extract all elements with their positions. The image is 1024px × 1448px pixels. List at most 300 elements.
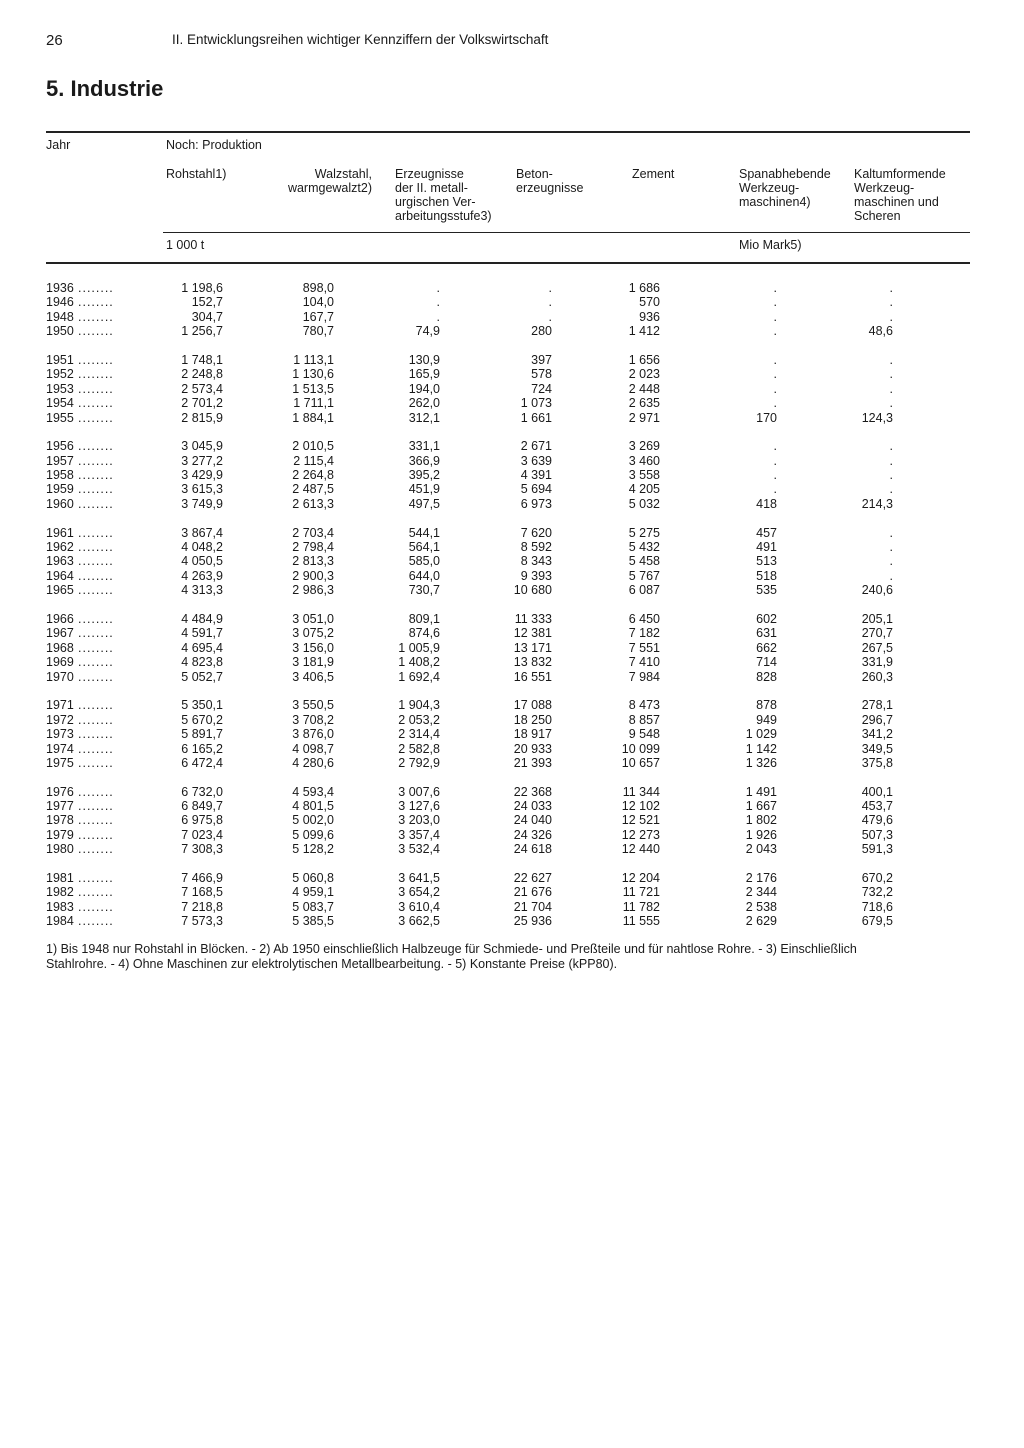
value-cell: . bbox=[773, 281, 777, 295]
value-cell: 4 593,4 bbox=[292, 784, 334, 799]
value-cell: 3 007,6 bbox=[398, 784, 440, 799]
year-cell: 1970 bbox=[46, 669, 74, 684]
value-cell: 280 bbox=[531, 324, 552, 339]
value-cell: . bbox=[889, 453, 893, 468]
value-cell: 270,7 bbox=[861, 626, 893, 641]
value-cell: 7 168,5 bbox=[181, 885, 223, 900]
year-cell: 1955 bbox=[46, 410, 74, 425]
value-cell: . bbox=[889, 352, 893, 367]
value-cell: 949 bbox=[756, 712, 777, 727]
value-cell: 3 662,5 bbox=[398, 914, 440, 929]
value-cell: 18 917 bbox=[513, 727, 552, 742]
value-cell: 518 bbox=[756, 568, 777, 583]
value-cell: 1 667 bbox=[745, 799, 777, 814]
value-cell: . bbox=[889, 295, 893, 310]
value-cell: 1 513,5 bbox=[292, 381, 334, 396]
value-cell: 570 bbox=[639, 295, 660, 310]
section-title: 5. Industrie bbox=[46, 76, 164, 101]
value-cell: 8 592 bbox=[520, 540, 552, 555]
year-cell: 1946 bbox=[46, 295, 74, 310]
table-row bbox=[0, 367, 1024, 381]
leader-dots: ........ bbox=[78, 496, 114, 511]
value-cell: 479,6 bbox=[861, 813, 893, 828]
table-row bbox=[0, 396, 1024, 410]
value-cell: . bbox=[773, 295, 777, 310]
value-cell: 240,6 bbox=[861, 583, 893, 598]
value-cell: 341,2 bbox=[861, 727, 893, 742]
leader-dots: ........ bbox=[78, 914, 114, 929]
value-cell: 5 350,1 bbox=[181, 698, 223, 713]
value-cell: 1 904,3 bbox=[398, 698, 440, 713]
table-row bbox=[0, 626, 1024, 640]
value-cell: 7 620 bbox=[520, 525, 552, 540]
value-cell: 5 767 bbox=[628, 568, 660, 583]
value-cell: . bbox=[773, 324, 777, 339]
table-row bbox=[0, 698, 1024, 712]
value-cell: . bbox=[889, 381, 893, 396]
table-row bbox=[0, 382, 1024, 396]
value-cell: 491 bbox=[756, 540, 777, 555]
footnotes bbox=[46, 942, 976, 972]
leader-dots: ........ bbox=[78, 640, 114, 655]
table-row bbox=[0, 742, 1024, 756]
year-cell: 1962 bbox=[46, 540, 74, 555]
table-row-group bbox=[0, 281, 1024, 339]
table-row bbox=[0, 670, 1024, 684]
leader-dots: ........ bbox=[78, 583, 114, 598]
year-cell: 1983 bbox=[46, 899, 74, 914]
value-cell: 730,7 bbox=[408, 583, 440, 598]
year-cell: 1957 bbox=[46, 453, 74, 468]
value-cell: 296,7 bbox=[861, 712, 893, 727]
table-row-group bbox=[0, 785, 1024, 857]
table-row bbox=[0, 281, 1024, 295]
table-row bbox=[0, 828, 1024, 842]
value-cell: . bbox=[773, 482, 777, 497]
value-cell: 1 005,9 bbox=[398, 640, 440, 655]
table-row bbox=[0, 497, 1024, 511]
value-cell: 16 551 bbox=[513, 669, 552, 684]
value-cell: 3 749,9 bbox=[181, 496, 223, 511]
value-cell: 167,7 bbox=[302, 309, 334, 324]
leader-dots: ........ bbox=[78, 381, 114, 396]
table-row bbox=[0, 842, 1024, 856]
leader-dots: ........ bbox=[78, 899, 114, 914]
value-cell: 936 bbox=[639, 309, 660, 324]
value-cell: 130,9 bbox=[408, 352, 440, 367]
leader-dots: ........ bbox=[78, 295, 114, 310]
value-cell: 104,0 bbox=[302, 295, 334, 310]
value-cell: 25 936 bbox=[513, 914, 552, 929]
value-cell: 809,1 bbox=[408, 611, 440, 626]
value-cell: 331,9 bbox=[861, 655, 893, 670]
leader-dots: ........ bbox=[78, 568, 114, 583]
value-cell: 2 613,3 bbox=[292, 496, 334, 511]
value-cell: 11 721 bbox=[622, 885, 660, 900]
value-cell: 4 098,7 bbox=[292, 741, 334, 756]
value-cell: 662 bbox=[756, 640, 777, 655]
value-cell: 1 661 bbox=[520, 410, 552, 425]
value-cell: 2 344 bbox=[745, 885, 777, 900]
leader-dots: ........ bbox=[78, 482, 114, 497]
table-row bbox=[0, 914, 1024, 928]
value-cell: 8 343 bbox=[520, 554, 552, 569]
value-cell: . bbox=[889, 540, 893, 555]
leader-dots: ........ bbox=[78, 453, 114, 468]
value-cell: 2 573,4 bbox=[181, 381, 223, 396]
leader-dots: ........ bbox=[78, 885, 114, 900]
value-cell: 2 582,8 bbox=[398, 741, 440, 756]
value-cell: 3 654,2 bbox=[398, 885, 440, 900]
value-cell: 400,1 bbox=[861, 784, 893, 799]
value-cell: 6 973 bbox=[520, 496, 552, 511]
value-cell: 9 393 bbox=[520, 568, 552, 583]
value-cell: 5 099,6 bbox=[292, 827, 334, 842]
column-header-spanabhebende: Spanabhebende Werkzeug- maschinen4) bbox=[739, 167, 831, 209]
value-cell: 5 694 bbox=[520, 482, 552, 497]
value-cell: 5 052,7 bbox=[181, 669, 223, 684]
value-cell: 17 088 bbox=[513, 698, 552, 713]
value-cell: . bbox=[889, 525, 893, 540]
value-cell: 2 448 bbox=[628, 381, 660, 396]
value-cell: 591,3 bbox=[861, 842, 893, 857]
year-cell: 1951 bbox=[46, 352, 74, 367]
leader-dots: ........ bbox=[78, 784, 114, 799]
value-cell: 513 bbox=[756, 554, 777, 569]
column-header-rohstahl: Rohstahl1) bbox=[166, 167, 227, 181]
value-cell: 5 432 bbox=[628, 540, 660, 555]
value-cell: 1 113,1 bbox=[293, 352, 334, 367]
value-cell: . bbox=[773, 396, 777, 411]
value-cell: 278,1 bbox=[861, 698, 893, 713]
value-cell: 5 083,7 bbox=[292, 899, 334, 914]
leader-dots: ........ bbox=[78, 554, 114, 569]
value-cell: 3 532,4 bbox=[398, 842, 440, 857]
table-row bbox=[0, 727, 1024, 741]
year-cell: 1961 bbox=[46, 525, 74, 540]
leader-dots: ........ bbox=[78, 727, 114, 742]
year-cell: 1984 bbox=[46, 914, 74, 929]
value-cell: 5 060,8 bbox=[292, 871, 334, 886]
value-cell: 11 555 bbox=[622, 914, 660, 929]
value-cell: 2 314,4 bbox=[398, 727, 440, 742]
value-cell: 267,5 bbox=[861, 640, 893, 655]
value-cell: 2 629 bbox=[745, 914, 777, 929]
value-cell: 24 033 bbox=[513, 799, 552, 814]
leader-dots: ........ bbox=[78, 669, 114, 684]
column-header-zement: Zement bbox=[632, 167, 675, 181]
year-cell: 1977 bbox=[46, 799, 74, 814]
value-cell: 6 849,7 bbox=[181, 799, 223, 814]
value-cell: 1 142 bbox=[745, 741, 777, 756]
value-cell: 124,3 bbox=[861, 410, 893, 425]
leader-dots: ........ bbox=[78, 611, 114, 626]
value-cell: 7 573,3 bbox=[181, 914, 223, 929]
value-cell: 2 043 bbox=[745, 842, 777, 857]
value-cell: 714 bbox=[756, 655, 777, 670]
year-cell: 1964 bbox=[46, 568, 74, 583]
value-cell: . bbox=[889, 367, 893, 382]
value-cell: 718,6 bbox=[861, 899, 893, 914]
value-cell: 12 204 bbox=[621, 871, 660, 886]
data-table-body bbox=[0, 281, 1024, 943]
group-header: Noch: Produktion bbox=[166, 138, 262, 152]
value-cell: 3 429,9 bbox=[181, 468, 223, 483]
leader-dots: ........ bbox=[78, 309, 114, 324]
value-cell: 780,7 bbox=[302, 324, 334, 339]
value-cell: 497,5 bbox=[408, 496, 440, 511]
year-cell: 1976 bbox=[46, 784, 74, 799]
value-cell: . bbox=[773, 309, 777, 324]
table-row bbox=[0, 353, 1024, 367]
value-cell: 2 010,5 bbox=[292, 439, 334, 454]
table-row bbox=[0, 756, 1024, 770]
table-row bbox=[0, 655, 1024, 669]
value-cell: 11 333 bbox=[514, 611, 552, 626]
value-cell: 262,0 bbox=[408, 396, 440, 411]
year-cell: 1979 bbox=[46, 827, 74, 842]
value-cell: 4 263,9 bbox=[181, 568, 223, 583]
leader-dots: ........ bbox=[78, 525, 114, 540]
value-cell: 5 128,2 bbox=[292, 842, 334, 857]
value-cell: 1 686 bbox=[628, 281, 660, 295]
value-cell: 397 bbox=[531, 352, 552, 367]
value-cell: 878 bbox=[756, 698, 777, 713]
column-header-betonerzeugnisse: Beton- erzeugnisse bbox=[516, 167, 584, 195]
value-cell: 12 381 bbox=[513, 626, 552, 641]
leader-dots: ........ bbox=[78, 655, 114, 670]
table-row-group bbox=[0, 439, 1024, 511]
value-cell: 3 357,4 bbox=[398, 827, 440, 842]
leader-dots: ........ bbox=[78, 741, 114, 756]
value-cell: 2 815,9 bbox=[181, 410, 223, 425]
value-cell: 7 218,8 bbox=[181, 899, 223, 914]
value-cell: 13 171 bbox=[513, 640, 552, 655]
year-cell: 1974 bbox=[46, 741, 74, 756]
leader-dots: ........ bbox=[78, 755, 114, 770]
leader-dots: ........ bbox=[78, 871, 114, 886]
value-cell: 1 326 bbox=[745, 755, 777, 770]
value-cell: 4 205 bbox=[628, 482, 660, 497]
leader-dots: ........ bbox=[78, 540, 114, 555]
value-cell: 4 823,8 bbox=[181, 655, 223, 670]
value-cell: 3 639 bbox=[520, 453, 552, 468]
value-cell: 4 695,4 bbox=[181, 640, 223, 655]
running-title: II. Entwicklungsreihen wichtiger Kennziffern der Volkswirtschaft bbox=[172, 32, 549, 47]
value-cell: . bbox=[889, 468, 893, 483]
year-cell: 1948 bbox=[46, 309, 74, 324]
value-cell: 670,2 bbox=[861, 871, 893, 886]
year-cell: 1975 bbox=[46, 755, 74, 770]
column-header-walzstahl: Walzstahl, warmgewalzt2) bbox=[287, 167, 372, 195]
value-cell: 828 bbox=[756, 669, 777, 684]
value-cell: 1 198,6 bbox=[181, 281, 223, 295]
unit-label-1000t: 1 000 t bbox=[166, 238, 205, 252]
value-cell: 2 798,4 bbox=[292, 540, 334, 555]
value-cell: 451,9 bbox=[408, 482, 440, 497]
table-row bbox=[0, 411, 1024, 425]
value-cell: 578 bbox=[531, 367, 552, 382]
leader-dots: ........ bbox=[78, 626, 114, 641]
table-row bbox=[0, 871, 1024, 885]
value-cell: 453,7 bbox=[861, 799, 893, 814]
value-cell: 260,3 bbox=[861, 669, 893, 684]
table-row-group bbox=[0, 612, 1024, 684]
page-number: 26 bbox=[46, 32, 63, 49]
value-cell: 1 692,4 bbox=[398, 669, 440, 684]
value-cell: 11 782 bbox=[622, 899, 660, 914]
value-cell: . bbox=[889, 554, 893, 569]
table-row-group bbox=[0, 353, 1024, 425]
value-cell: . bbox=[889, 281, 893, 295]
value-cell: 6 975,8 bbox=[181, 813, 223, 828]
value-cell: 7 023,4 bbox=[181, 827, 223, 842]
value-cell: . bbox=[436, 281, 440, 295]
value-cell: 2 813,3 bbox=[292, 554, 334, 569]
unit-label-mio-mark: Mio Mark5) bbox=[739, 238, 802, 252]
table-row bbox=[0, 526, 1024, 540]
table-row bbox=[0, 540, 1024, 554]
value-cell: 6 732,0 bbox=[181, 784, 223, 799]
year-cell: 1980 bbox=[46, 842, 74, 857]
value-cell: 2 053,2 bbox=[398, 712, 440, 727]
value-cell: 13 832 bbox=[513, 655, 552, 670]
value-cell: 457 bbox=[756, 525, 777, 540]
value-cell: 10 680 bbox=[513, 583, 552, 598]
value-cell: . bbox=[773, 381, 777, 396]
value-cell: 1 029 bbox=[745, 727, 777, 742]
value-cell: . bbox=[548, 309, 552, 324]
value-cell: 21 393 bbox=[513, 755, 552, 770]
year-cell: 1963 bbox=[46, 554, 74, 569]
table-row bbox=[0, 713, 1024, 727]
year-cell: 1972 bbox=[46, 712, 74, 727]
table-row-group bbox=[0, 871, 1024, 929]
value-cell: 12 102 bbox=[621, 799, 660, 814]
year-cell: 1969 bbox=[46, 655, 74, 670]
value-cell: 7 551 bbox=[628, 640, 660, 655]
value-cell: 4 048,2 bbox=[181, 540, 223, 555]
value-cell: 644,0 bbox=[408, 568, 440, 583]
leader-dots: ........ bbox=[78, 281, 114, 295]
value-cell: 214,3 bbox=[861, 496, 893, 511]
value-cell: 3 558 bbox=[628, 468, 660, 483]
value-cell: 3 867,4 bbox=[181, 525, 223, 540]
value-cell: 2 023 bbox=[628, 367, 660, 382]
value-cell: 375,8 bbox=[861, 755, 893, 770]
value-cell: 8 473 bbox=[628, 698, 660, 713]
value-cell: 2 986,3 bbox=[292, 583, 334, 598]
value-cell: 3 045,9 bbox=[181, 439, 223, 454]
value-cell: 3 876,0 bbox=[292, 727, 334, 742]
value-cell: 3 075,2 bbox=[292, 626, 334, 641]
year-cell: 1966 bbox=[46, 611, 74, 626]
value-cell: 679,5 bbox=[861, 914, 893, 929]
year-cell: 1953 bbox=[46, 381, 74, 396]
leader-dots: ........ bbox=[78, 410, 114, 425]
value-cell: . bbox=[773, 352, 777, 367]
value-cell: 3 615,3 bbox=[181, 482, 223, 497]
leader-dots: ........ bbox=[78, 813, 114, 828]
value-cell: 5 032 bbox=[628, 496, 660, 511]
table-row bbox=[0, 569, 1024, 583]
year-cell: 1952 bbox=[46, 367, 74, 382]
value-cell: 3 460 bbox=[628, 453, 660, 468]
value-cell: 6 472,4 bbox=[181, 755, 223, 770]
table-row-group bbox=[0, 698, 1024, 770]
year-cell: 1960 bbox=[46, 496, 74, 511]
table-row bbox=[0, 554, 1024, 568]
value-cell: 724 bbox=[531, 381, 552, 396]
value-cell: 395,2 bbox=[408, 468, 440, 483]
value-cell: 2 792,9 bbox=[398, 755, 440, 770]
leader-dots: ........ bbox=[78, 439, 114, 454]
value-cell: 74,9 bbox=[415, 324, 440, 339]
year-cell: 1956 bbox=[46, 439, 74, 454]
table-row bbox=[0, 641, 1024, 655]
value-cell: 22 627 bbox=[513, 871, 552, 886]
value-cell: 331,1 bbox=[408, 439, 440, 454]
value-cell: 9 548 bbox=[628, 727, 660, 742]
table-unit-rule bbox=[163, 232, 970, 233]
value-cell: 2 671 bbox=[520, 439, 552, 454]
value-cell: 4 591,7 bbox=[181, 626, 223, 641]
leader-dots: ........ bbox=[78, 396, 114, 411]
value-cell: 4 313,3 bbox=[181, 583, 223, 598]
leader-dots: ........ bbox=[78, 827, 114, 842]
column-header-erzeugnisse: Erzeugnisse der II. metall- urgischen Ver- arbeitungsstufe3) bbox=[395, 167, 492, 223]
value-cell: 5 458 bbox=[628, 554, 660, 569]
year-cell: 1954 bbox=[46, 396, 74, 411]
table-row bbox=[0, 310, 1024, 324]
value-cell: 7 466,9 bbox=[181, 871, 223, 886]
value-cell: 3 051,0 bbox=[292, 611, 334, 626]
leader-dots: ........ bbox=[78, 712, 114, 727]
value-cell: 20 933 bbox=[513, 741, 552, 756]
value-cell: 10 657 bbox=[621, 755, 660, 770]
value-cell: 5 002,0 bbox=[292, 813, 334, 828]
value-cell: 10 099 bbox=[621, 741, 660, 756]
value-cell: 12 521 bbox=[621, 813, 660, 828]
value-cell: 6 087 bbox=[628, 583, 660, 598]
value-cell: 304,7 bbox=[191, 309, 223, 324]
value-cell: 312,1 bbox=[408, 410, 440, 425]
year-cell: 1936 bbox=[46, 281, 74, 295]
value-cell: 349,5 bbox=[861, 741, 893, 756]
leader-dots: ........ bbox=[78, 468, 114, 483]
table-top-rule bbox=[46, 131, 970, 133]
value-cell: 3 156,0 bbox=[292, 640, 334, 655]
value-cell: . bbox=[436, 295, 440, 310]
value-cell: 2 900,3 bbox=[292, 568, 334, 583]
table-row bbox=[0, 885, 1024, 899]
value-cell: 2 971 bbox=[628, 410, 660, 425]
value-cell: 7 182 bbox=[628, 626, 660, 641]
value-cell: 1 711,1 bbox=[293, 396, 334, 411]
value-cell: 418 bbox=[756, 496, 777, 511]
value-cell: 2 701,2 bbox=[181, 396, 223, 411]
table-row bbox=[0, 468, 1024, 482]
footnote-line-1: 1) Bis 1948 nur Rohstahl in Blöcken. - 2) Ab 1950 einschließlich Halbzeuge für Schmiede- und Preßteile und für nahtlose Rohre. - 3) Einschließlich bbox=[46, 942, 857, 956]
value-cell: 631 bbox=[756, 626, 777, 641]
value-cell: . bbox=[889, 568, 893, 583]
value-cell: 1 884,1 bbox=[292, 410, 334, 425]
column-header-kaltumformende: Kaltumformende Werkzeug- maschinen und Scheren bbox=[854, 167, 946, 223]
year-cell: 1973 bbox=[46, 727, 74, 742]
value-cell: 6 450 bbox=[628, 611, 660, 626]
value-cell: . bbox=[773, 439, 777, 454]
table-row bbox=[0, 324, 1024, 338]
